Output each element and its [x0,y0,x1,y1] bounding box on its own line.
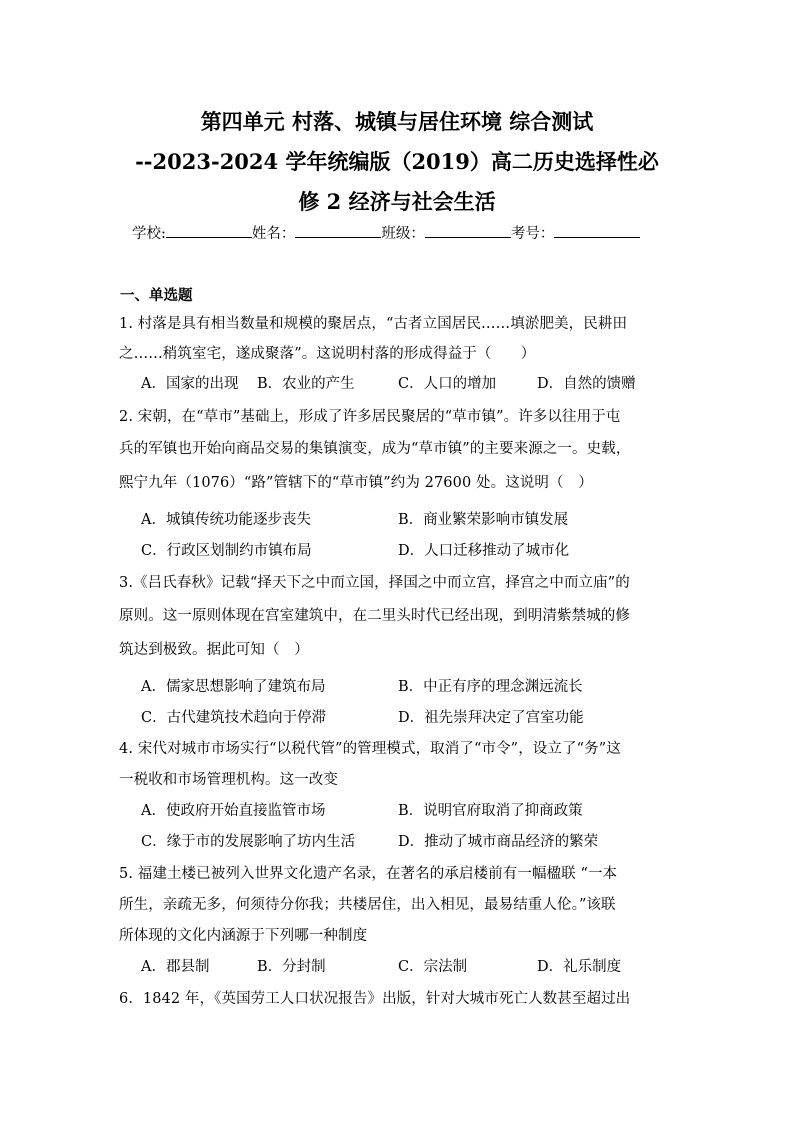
question-4-option-a[interactable]: A．使政府开始直接监管市场 [141,803,326,819]
question-2-line-3: 熙宁九年（1076）“路”管辖下的“草市镇”约为 27600 处。这说明（ ） [119,475,593,491]
section-heading: 一、单选题 [120,287,193,304]
school-label: 学校: [132,226,166,242]
question-5-option-c[interactable]: C．宗法制 [398,959,468,975]
question-4-option-b[interactable]: B．说明官府取消了抑商政策 [398,803,583,819]
name-label: 姓名： [251,226,296,242]
question-4-option-c[interactable]: C．缘于市的发展影响了坊内生活 [141,834,356,850]
question-5-option-a[interactable]: A．郡县制 [141,959,210,975]
document-title-line-2: --2023-2024 学年统编版（2019）高二历史选择性必 [135,149,659,174]
question-3-option-c[interactable]: C．古代建筑技术趋向于停滞 [141,710,327,726]
question-5-line-3: 所体现的文化内涵源于下列哪一种制度 [119,928,368,944]
question-3-option-d[interactable]: D．祖先崇拜决定了宫室功能 [398,710,584,726]
question-5-option-b[interactable]: B．分封制 [257,959,326,975]
question-3-option-a[interactable]: A．儒家思想影响了建筑布局 [141,679,326,695]
school-blank[interactable] [166,223,252,238]
question-2-line-2: 兵的军镇也开始向商品交易的集镇演变，成为“草市镇”的主要来源之一。史载， [119,441,631,457]
question-2-option-c[interactable]: C．行政区划制约市镇布局 [141,543,312,559]
question-3-option-b[interactable]: B．中正有序的理念渊远流长 [398,679,583,695]
question-6-line-1: 6．1842 年，《英国劳工人口状况报告》出版，针对大城市死亡人数甚至超过出 [119,991,631,1007]
question-1-option-c[interactable]: C．人口的增加 [398,376,497,392]
question-1-line-2: 之……稍筑室宅，遂成聚落”。这说明村落的形成得益于（ ） [119,346,536,362]
question-2-option-a[interactable]: A．城镇传统功能逐步丧失 [141,512,311,528]
question-1-option-a[interactable]: A．国家的出现 [141,376,239,392]
question-1-line-1: 1. 村落是具有相当数量和规模的聚居点，“古者立国居民……填淤肥美，民耕田 [119,316,628,332]
question-2-option-b[interactable]: B．商业繁荣影响市镇发展 [398,512,569,528]
question-2-option-d[interactable]: D．人口迁移推动了城市化 [398,543,570,559]
question-4-line-2: 一税收和市场管理机构。这一改变 [119,772,338,788]
question-3-line-2: 原则。这一原则体现在宫室建筑中，在二里头时代已经出现，到明清紫禁城的修 [119,608,630,624]
class-blank[interactable] [425,223,511,238]
question-3-line-3: 筑达到极致。据此可知（ ） [119,642,309,658]
question-1-option-d[interactable]: D．自然的馈赠 [537,376,636,392]
question-3-line-1: 3.《吕氏春秋》记载“择天下之中而立国，择国之中而立宫，择宫之中而立庙”的 [119,575,630,591]
question-4-line-1: 4. 宋代对城市市场实行“以税代管”的管理模式，取消了“市令”，设立了“务”这 [119,741,621,757]
question-2-line-1: 2. 宋朝，在“草市”基础上，形成了许多居民聚居的“草市镇”。许多以往用于屯 [119,409,621,425]
number-blank[interactable] [554,223,640,238]
question-5-line-2: 所生，亲疏无多，何须待分你我；共楼居住，出入相见，最易结重人伦。”该联 [119,897,616,913]
document-title-line-1: 第四单元 村落、城镇与居住环境 综合测试 [200,109,594,134]
question-4-option-d[interactable]: D．推动了城市商品经济的繁荣 [398,834,599,850]
name-blank[interactable] [295,223,381,238]
question-1-option-b[interactable]: B．农业的产生 [257,376,355,392]
question-5-option-d[interactable]: D．礼乐制度 [537,959,622,975]
document-title-line-3: 修 2 经济与社会生活 [298,189,496,214]
class-label: 班级： [381,226,425,242]
student-info-row [132,222,640,243]
number-label: 考号： [510,226,555,242]
question-5-line-1: 5. 福建土楼已被列入世界文化遗产名录，在著名的承启楼前有一幅楹联 “一本 [119,866,618,882]
